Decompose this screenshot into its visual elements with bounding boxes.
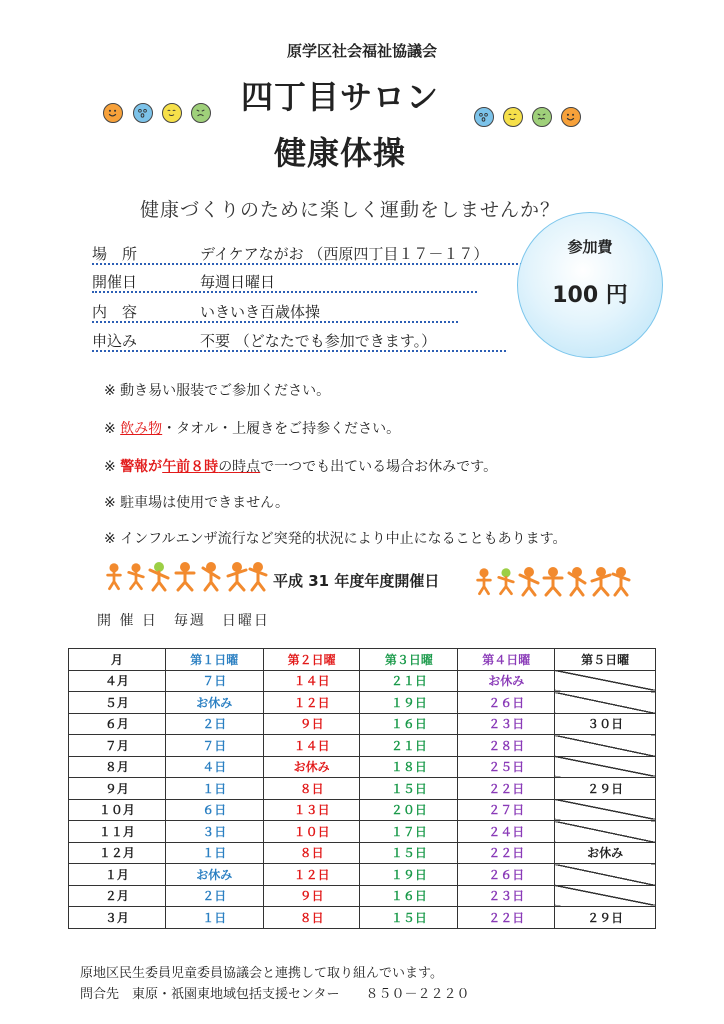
date-cell: １０日 xyxy=(263,821,360,843)
smiling-face-icon xyxy=(162,103,182,123)
no-session-cell xyxy=(555,692,656,714)
note-mark: ※ xyxy=(104,459,121,475)
smiling-face-icon xyxy=(503,107,523,127)
header-week3: 第３日曜 xyxy=(360,649,458,671)
note-belongings xyxy=(104,418,400,438)
surprised-face-icon xyxy=(474,107,494,127)
info-label: 場 所 xyxy=(92,245,138,263)
date-cell: ２０日 xyxy=(360,799,458,821)
table-row xyxy=(69,735,656,757)
no-session-cell xyxy=(555,864,656,886)
table-row xyxy=(69,799,656,821)
date-cell: １２日 xyxy=(263,692,360,714)
table-row xyxy=(69,778,656,800)
info-label: 申込み xyxy=(92,332,138,350)
date-cell: お休み xyxy=(458,670,555,692)
date-cell: ９日 xyxy=(263,885,360,907)
date-cell: ６日 xyxy=(165,799,263,821)
table-row xyxy=(69,692,656,714)
month-cell: ７月 xyxy=(69,735,166,757)
date-cell: １９日 xyxy=(360,692,458,714)
date-cell: ２９日 xyxy=(555,778,656,800)
grimacing-face-icon xyxy=(532,107,552,127)
fee-value: 100 円 xyxy=(552,283,628,308)
date-cell: ２日 xyxy=(165,713,263,735)
frowning-face-icon xyxy=(191,103,211,123)
header-week4: 第４日曜 xyxy=(458,649,555,671)
table-row xyxy=(69,670,656,692)
dotted-divider xyxy=(92,321,458,323)
date-cell: ８日 xyxy=(263,842,360,864)
header-month: 月 xyxy=(69,649,166,671)
note-parking: ※ 駐車場は使用できません。 xyxy=(104,495,290,511)
date-cell: ７日 xyxy=(165,670,263,692)
date-cell: お休み xyxy=(263,756,360,778)
fee-label: 参加費 xyxy=(567,238,613,256)
date-cell: ２４日 xyxy=(458,821,555,843)
date-cell: １８日 xyxy=(360,756,458,778)
date-cell: お休み xyxy=(555,842,656,864)
note-time-highlight: 午前８時 xyxy=(162,459,219,475)
note-clothing: ※ 動き易い服装でご参加ください。 xyxy=(104,383,331,399)
table-row xyxy=(69,907,656,929)
date-cell: お休み xyxy=(165,692,263,714)
note-text: で一つでも出ている場合お休みです。 xyxy=(260,459,498,475)
month-cell: ４月 xyxy=(69,670,166,692)
info-value: 不要 （どなたでも参加できます。） xyxy=(200,332,437,350)
laughing-face-icon xyxy=(103,103,123,123)
no-session-cell xyxy=(555,821,656,843)
table-row xyxy=(69,713,656,735)
date-cell: １５日 xyxy=(360,778,458,800)
date-cell: １３日 xyxy=(263,799,360,821)
date-cell: お休み xyxy=(165,864,263,886)
month-cell: ９月 xyxy=(69,778,166,800)
no-session-cell xyxy=(555,670,656,692)
month-cell: １０月 xyxy=(69,799,166,821)
date-cell: ４日 xyxy=(165,756,263,778)
month-cell: ６月 xyxy=(69,713,166,735)
no-session-cell xyxy=(555,799,656,821)
date-cell: ２８日 xyxy=(458,735,555,757)
info-value: 毎週日曜日 xyxy=(200,273,276,291)
schedule-caption: 開 催 日 毎週 日曜日 xyxy=(97,613,270,629)
date-cell: ２１日 xyxy=(360,735,458,757)
date-cell: １日 xyxy=(165,907,263,929)
laughing-face-icon xyxy=(561,107,581,127)
date-cell: ２２日 xyxy=(458,778,555,800)
info-row-application xyxy=(92,328,506,352)
exercising-people-icon xyxy=(104,560,269,594)
date-cell: ２６日 xyxy=(458,692,555,714)
schedule-title: 平成 31 年度年度開催日 xyxy=(273,572,440,590)
page-subtitle: 健康体操 xyxy=(273,134,406,172)
date-cell: １６日 xyxy=(360,885,458,907)
page-title: 四丁目サロン xyxy=(240,78,439,116)
date-cell: ３日 xyxy=(165,821,263,843)
table-row xyxy=(69,885,656,907)
footer-contact: 問合先 東原・祇園東地域包括支援センター ８５０－２２２０ xyxy=(80,987,470,1002)
header-week2: 第２日曜 xyxy=(263,649,360,671)
month-cell: １２月 xyxy=(69,842,166,864)
table-row xyxy=(69,756,656,778)
month-cell: １月 xyxy=(69,864,166,886)
date-cell: ２６日 xyxy=(458,864,555,886)
date-cell: ９日 xyxy=(263,713,360,735)
date-cell: ７日 xyxy=(165,735,263,757)
date-cell: ８日 xyxy=(263,778,360,800)
date-cell: １７日 xyxy=(360,821,458,843)
dotted-divider xyxy=(92,291,477,293)
note-cancellation: ※ インフルエンザ流行など突発的状況により中止になることもあります。 xyxy=(104,531,567,547)
surprised-face-icon xyxy=(133,103,153,123)
month-cell: ８月 xyxy=(69,756,166,778)
date-cell: １５日 xyxy=(360,842,458,864)
schedule-table xyxy=(68,648,656,929)
date-cell: ３０日 xyxy=(555,713,656,735)
note-mark: ※ xyxy=(104,421,121,437)
month-cell: ５月 xyxy=(69,692,166,714)
info-value: デイケアながお （西原四丁目１７－１７） xyxy=(200,245,489,263)
date-cell: ２３日 xyxy=(458,713,555,735)
info-value: いきいき百歳体操 xyxy=(200,303,321,321)
date-cell: １９日 xyxy=(360,864,458,886)
note-text: ・タオル・上履きをご持参ください。 xyxy=(162,421,401,437)
dotted-divider xyxy=(92,263,534,265)
date-cell: １６日 xyxy=(360,713,458,735)
no-session-cell xyxy=(555,756,656,778)
table-header-row xyxy=(69,649,656,671)
note-warning-highlight: 警報が xyxy=(120,459,163,475)
month-cell: １１月 xyxy=(69,821,166,843)
date-cell: １２日 xyxy=(263,864,360,886)
info-label: 内 容 xyxy=(92,303,138,321)
organization-name: 原学区社会福祉協議会 xyxy=(286,42,437,60)
date-cell: １５日 xyxy=(360,907,458,929)
table-row xyxy=(69,821,656,843)
month-cell: ２月 xyxy=(69,885,166,907)
no-session-cell xyxy=(555,885,656,907)
exercising-people-icon xyxy=(474,565,634,599)
date-cell: １日 xyxy=(165,842,263,864)
info-row-date xyxy=(92,269,477,293)
note-warning xyxy=(104,456,497,476)
date-cell: ２２日 xyxy=(458,842,555,864)
month-cell: ３月 xyxy=(69,907,166,929)
date-cell: １４日 xyxy=(263,670,360,692)
header-week1: 第１日曜 xyxy=(165,649,263,671)
info-row-content xyxy=(92,299,458,323)
info-label: 開催日 xyxy=(92,273,138,291)
date-cell: ２３日 xyxy=(458,885,555,907)
header-week5: 第５日曜 xyxy=(555,649,656,671)
date-cell: ２１日 xyxy=(360,670,458,692)
dotted-divider xyxy=(92,350,506,352)
note-timepoint: の時点 xyxy=(218,459,261,475)
date-cell: ２２日 xyxy=(458,907,555,929)
date-cell: ２日 xyxy=(165,885,263,907)
date-cell: １日 xyxy=(165,778,263,800)
footer-note: 原地区民生委員児童委員協議会と連携して取り組んでいます。 xyxy=(80,966,443,981)
table-row xyxy=(69,842,656,864)
date-cell: ２７日 xyxy=(458,799,555,821)
note-drink-highlight: 飲み物 xyxy=(120,421,163,437)
date-cell: ２５日 xyxy=(458,756,555,778)
info-row-place xyxy=(92,241,534,265)
lead-text: 健康づくりのために楽しく運動をしませんか？ xyxy=(139,199,560,221)
date-cell: １４日 xyxy=(263,735,360,757)
date-cell: ２９日 xyxy=(555,907,656,929)
table-row xyxy=(69,864,656,886)
no-session-cell xyxy=(555,735,656,757)
date-cell: ８日 xyxy=(263,907,360,929)
